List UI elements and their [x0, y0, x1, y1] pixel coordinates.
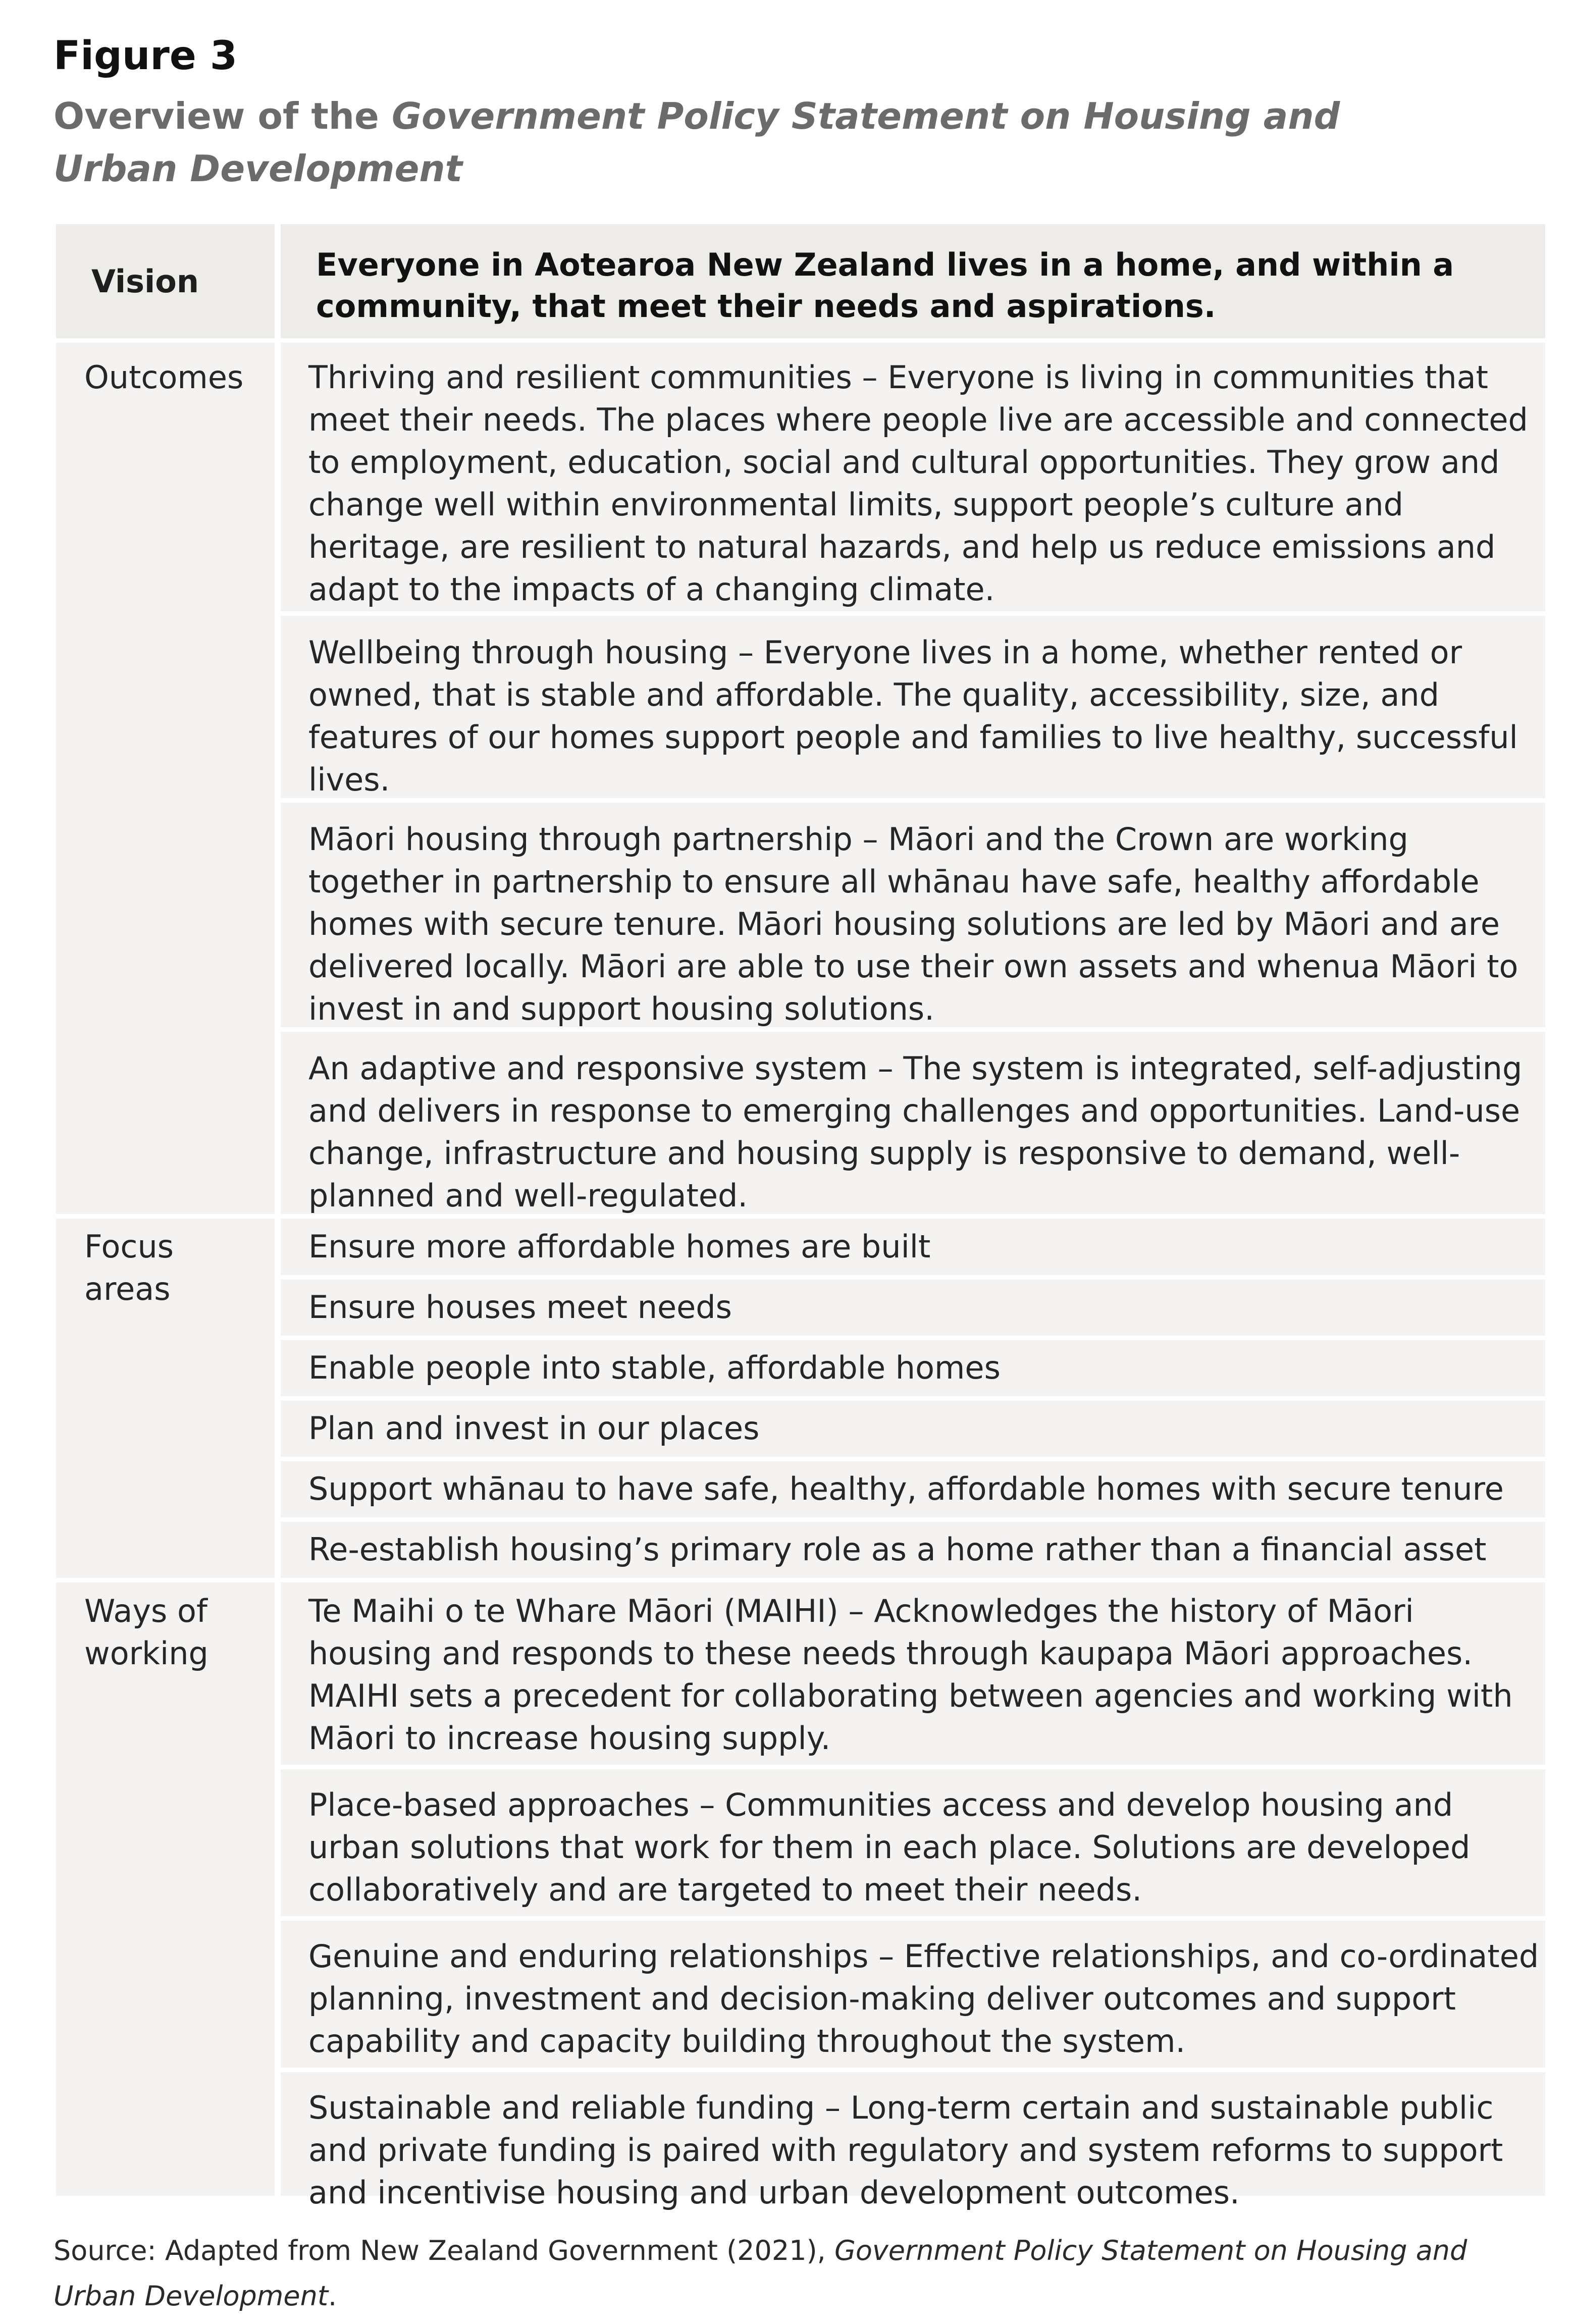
outcome-item: Wellbeing through housing – Everyone lives in a home, whether rented or owned, that is stable and affordable. The quality, accessibility, size, and features of our homes support people and families to live healthy, successful lives.	[308, 634, 1518, 798]
source-note	[54, 2228, 1543, 2319]
ways-item: Sustainable and reliable funding – Long-term certain and sustainable public and private funding is paired with regulatory and system reforms to support and incentivise housing and urban development outcomes.	[308, 2089, 1503, 2211]
ways-item: Genuine and enduring relationships – Effective relationships, and co-ordinated planning, investment and decision-making deliver outcomes and support capability and capacity building throughout the system.	[308, 1938, 1539, 2059]
row-divider	[281, 1517, 1545, 1522]
source-suffix: .	[328, 2280, 337, 2312]
row-divider	[281, 1027, 1545, 1032]
row-divider	[56, 1214, 1545, 1219]
gps-overview-table	[56, 224, 1545, 2211]
row-divider	[281, 2068, 1545, 2072]
focus-item: Ensure more affordable homes are built	[308, 1228, 931, 1265]
figure-title	[54, 90, 1417, 195]
outcomes-label: Outcomes	[84, 359, 244, 396]
focus-item: Support whānau to have safe, healthy, affordable homes with secure tenure	[308, 1470, 1504, 1507]
focus-areas-label: Focus areas	[84, 1228, 174, 1307]
figure-title-prefix: Overview of the	[54, 95, 392, 137]
column-divider	[275, 224, 281, 2196]
row-divider	[281, 1336, 1545, 1340]
focus-item: Ensure houses meet needs	[308, 1289, 732, 1326]
vision-label: Vision	[56, 224, 275, 338]
figure-title-italic: Government Policy Statement on Housing and Urban Development	[54, 95, 1340, 190]
outcome-item: Thriving and resilient communities – Everyone is living in communities that meet their needs. The places where people live are accessible and connected to employment, education, social and cultural opportunities. They grow and change well within environmental limits, support people’s culture and heritage, are resilient to natural hazards, and help us reduce emissions and adapt to the impacts of a changing climate.	[308, 359, 1528, 608]
row-divider	[281, 1396, 1545, 1401]
focus-item: Enable people into stable, affordable homes	[308, 1349, 1001, 1386]
focus-item: Plan and invest in our places	[308, 1410, 760, 1447]
source-prefix: Source: Adapted from New Zealand Government (2021),	[54, 2235, 834, 2266]
figure-number: Figure 3	[54, 33, 238, 79]
row-divider	[281, 1916, 1545, 1921]
row-divider	[56, 338, 1545, 343]
focus-item: Re-establish housing’s primary role as a home rather than a financial asset	[308, 1531, 1487, 1568]
outcome-item: Māori housing through partnership – Māori and the Crown are working together in partnership to ensure all whānau have safe, healthy affordable homes with secure tenure. Māori housing solutions are led by Māori and are delivered locally. Māori are able to use their own assets and whenua Māori to invest in and support housing solutions.	[308, 821, 1518, 1027]
row-divider	[281, 1275, 1545, 1280]
row-divider	[281, 1765, 1545, 1769]
row-divider	[281, 798, 1545, 803]
row-divider	[281, 1457, 1545, 1461]
ways-of-working-label: Ways of working	[84, 1593, 208, 1672]
outcome-item: An adaptive and responsive system – The system is integrated, self-adjusting and delivers in response to emerging challenges and opportunities. Land-use change, infrastructure and housing supply is responsive to demand, well-planned and well-regulated.	[308, 1050, 1523, 1214]
vision-text: Everyone in Aotearoa New Zealand lives in a home, and within a community, that meet their needs and aspirations.	[281, 224, 1545, 338]
row-divider	[281, 611, 1545, 616]
row-divider	[56, 1578, 1545, 1582]
ways-item: Te Maihi o te Whare Māori (MAIHI) – Acknowledges the history of Māori housing and responds to these needs through kaupapa Māori approaches. MAIHI sets a precedent for collaborating between agencies and working with Māori to increase housing supply.	[308, 1593, 1513, 1757]
source-title: Government Policy Statement on Housing and Urban Development	[54, 2235, 1467, 2312]
ways-item: Place-based approaches – Communities access and develop housing and urban solutions that work for them in each place. Solutions are developed collaboratively and are targeted to meet their needs.	[308, 1786, 1471, 1908]
